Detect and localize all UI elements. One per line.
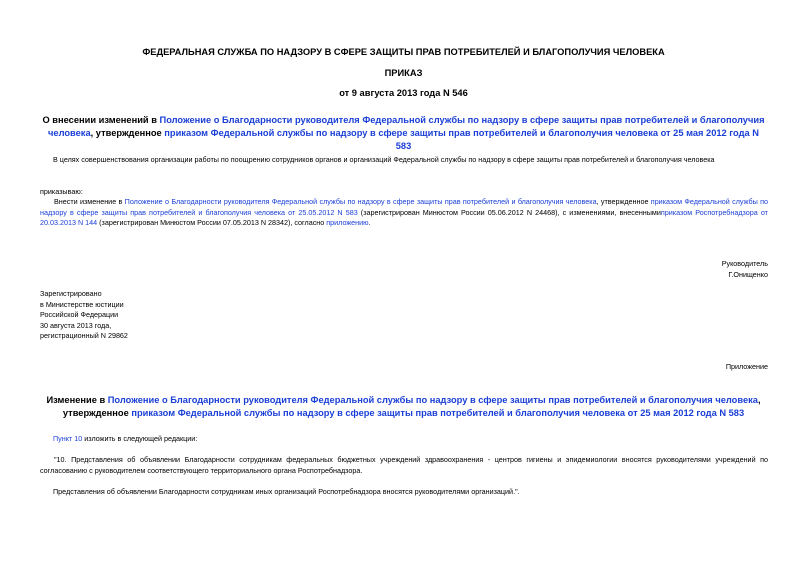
title-middle: , утвержденное [90, 128, 165, 138]
order-word: приказываю: [40, 187, 83, 196]
order-paragraph [40, 197, 768, 229]
order-regulation-link[interactable]: Положение о Благодарности руководителя Федеральной службы по надзору в сфере защиты прав потребителей и благополучия человека [124, 197, 597, 206]
registration-line-4: 30 августа 2013 года, [40, 320, 112, 330]
order-text-5: . [368, 218, 371, 227]
order-appendix-link[interactable]: приложению [326, 218, 369, 227]
registration-line-5: регистрационный N 29862 [40, 331, 128, 340]
appendix-title-middle: , утвержденное [62, 395, 761, 418]
appendix-title [40, 394, 767, 420]
title-order-link[interactable]: приказом Федеральной службы по надзору в сфере защиты прав потребителей и благополучия человека от 25 мая 2012 года N 583 [164, 128, 759, 151]
point-10-link[interactable]: Пункт 10 [53, 434, 83, 443]
signature-block [722, 259, 768, 280]
order-text-1: Внести изменение в [54, 197, 125, 206]
appendix-title-regulation-link[interactable]: Положение о Благодарности руководителя Федеральной службы по надзору в сфере защиты прав потребителей и благополучия человека [107, 395, 758, 405]
order-text-4: (зарегистрирован Минюстом России 07.05.2013 N 28342), согласно [97, 218, 327, 227]
agency-heading: ФЕДЕРАЛЬНАЯ СЛУЖБА ПО НАДЗОРУ В СФЕРЕ ЗАЩИТЫ ПРАВ ПОТРЕБИТЕЛЕЙ И БЛАГОПОЛУЧИЯ ЧЕЛОВЕКА [142, 47, 665, 57]
appendix-title-order-link[interactable]: приказом Федеральной службы по надзору в сфере защиты прав потребителей и благополучия человека от 25 мая 2012 года N 583 [131, 408, 745, 418]
closing-paragraph: Представления об объявлении Благодарности сотрудникам иных организаций Роспотребнадзора вносятся руководителями организаций.". [53, 487, 520, 496]
registration-line-2: в Министерстве юстиции [40, 299, 124, 309]
title-regulation-link[interactable]: Положение о Благодарности руководителя Федеральной службы по надзору в сфере защиты прав потребителей и благополучия человека [48, 115, 765, 138]
registration-line-1: Зарегистрировано [40, 289, 102, 298]
appendix-title-prefix: Изменение в [46, 395, 108, 405]
registration-line-3: Российской Федерации [40, 310, 119, 319]
signature-name: Г.Онищенко [728, 269, 768, 279]
order-title [40, 114, 767, 153]
doc-type-heading: ПРИКАЗ [384, 68, 423, 78]
preamble: В целях совершенствования организации работы по поощрению сотрудников органов и организаций Федеральной службы по надзору в сфере защиты прав потребителей и благополучия человека [53, 155, 715, 164]
order-text-3: (зарегистрирован Минюстом России 05.06.2012 N 24468), с изменениями, внесенными [357, 207, 661, 217]
signature-position: Руководитель [721, 259, 768, 268]
point-10-paragraph: "10. Представления об объявлении Благодарности сотрудникам федеральных бюджетных учреждений здравоохранения - центров гигиены и эпидемиологии вносятся руководителями учреждений по согласованию с руководителем соответствующего территориального органа Роспотребнадзора. [40, 455, 768, 475]
registration-block [40, 289, 128, 342]
appendix-label: Приложение [725, 362, 768, 371]
order-order-link[interactable]: приказом Федеральной службы по надзору в сфере защиты прав потребителей и благополучия человека от 25.05.2012 N 583 [40, 197, 768, 217]
title-prefix: О внесении изменений в [42, 115, 160, 125]
date-number-heading: от 9 августа 2013 года N 546 [339, 88, 468, 98]
order-text-2: , утвержденное [596, 197, 651, 206]
point-instruction-text: изложить в следующей редакции: [82, 434, 198, 443]
order-rospotreb-link[interactable]: приказом Роспотребнадзора от 20.03.2013 N 144 [40, 207, 768, 227]
point-instruction [53, 434, 773, 445]
